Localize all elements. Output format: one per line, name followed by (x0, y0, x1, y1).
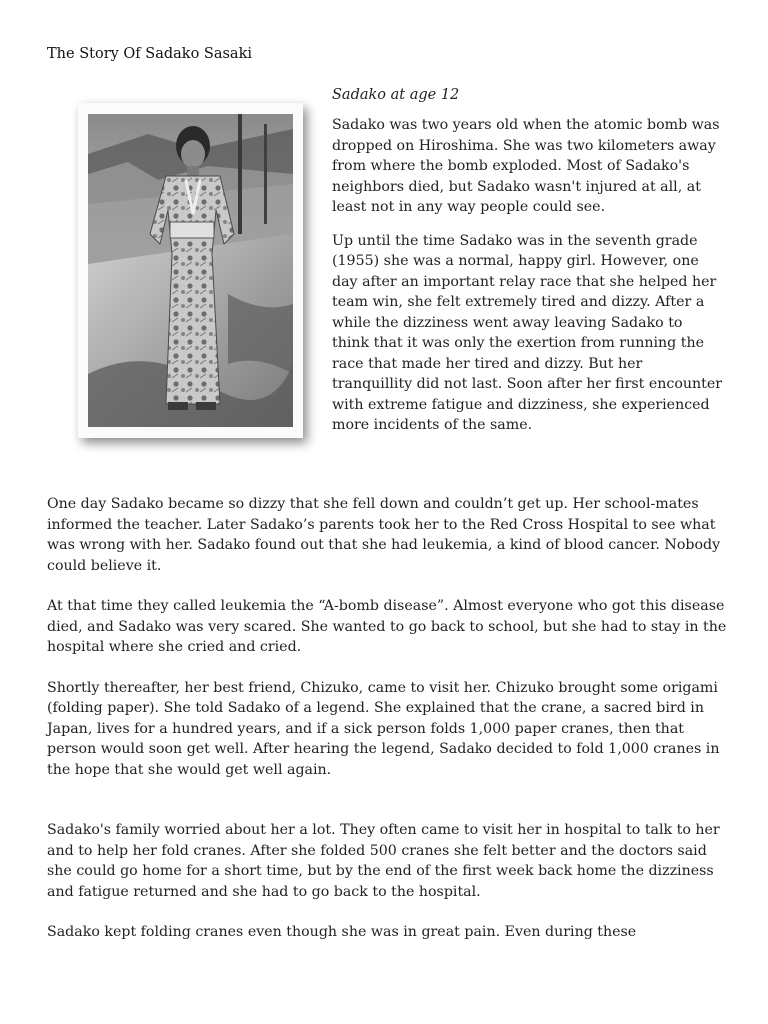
page-title: The Story Of Sadako Sasaki (47, 46, 253, 62)
paragraph-body-3: Shortly thereafter, her best friend, Chizuko, came to visit her. Chizuko brought some origami (folding paper). She told Sadako of a legend. She explained that the crane, a sacred bird in Japan, lives for a hundred years, and if a sick person folds 1,000 paper cranes, then that person would soon get well. After hearing the legend, Sadako decided to fold 1,000 cranes in the hope that she would get well again. (47, 679, 720, 778)
paragraph-body-5: Sadako kept folding cranes even though she was in great pain. Even during these (47, 924, 637, 940)
paragraph-side-2: Up until the time Sadako was in the seventh grade (1955) she was a normal, happy girl. However, one day after an important relay race that she helped her team win, she felt extremely tired and dizzy. After a while the dizziness went away leaving Sadako to think that it was only the exertion from running the race that made her tired and dizzy. But her tranquillity did not last. Soon after her first encounter with extreme fatigue and dizziness, she experienced more incidents of the same. (332, 232, 723, 433)
paragraph-body-1: One day Sadako became so dizzy that she fell down and couldn’t get up. Her school-mates informed the teacher. Later Sadako’s parents took her to the Red Cross Hospital to see what was wrong with her. Sadako found out that she had leukemia, a kind of blood cancer. Nobody could believe it. (47, 496, 721, 574)
paragraph-body-4: Sadako's family worried about her a lot. They often came to visit her in hospital to talk to her and to help her fold cranes. After she folded 500 cranes she felt better and the doctors said she could go home for a short time, but by the end of the first week back home the dizziness and fatigue returned and she had to go back to the hospital. (47, 822, 720, 900)
paragraph-body-2: At that time they called leukemia the “A-bomb disease”. Almost everyone who got this disease died, and Sadako was very scared. She wanted to go back to school, but she had to stay in the hospital where she cried and cried. (47, 598, 727, 655)
paragraph-side-1: Sadako was two years old when the atomic bomb was dropped on Hiroshima. She was two kilometers away from where the bomb exploded. Most of Sadako's neighbors died, but Sadako wasn't injured at all, at least not in any way people could see. (332, 117, 720, 215)
photo-caption: Sadako at age 12 (332, 87, 460, 103)
photo-image (88, 114, 293, 427)
photo-frame (78, 103, 303, 438)
side-text-column (332, 115, 724, 449)
body-text (47, 494, 727, 963)
sadako-photo (88, 114, 293, 427)
